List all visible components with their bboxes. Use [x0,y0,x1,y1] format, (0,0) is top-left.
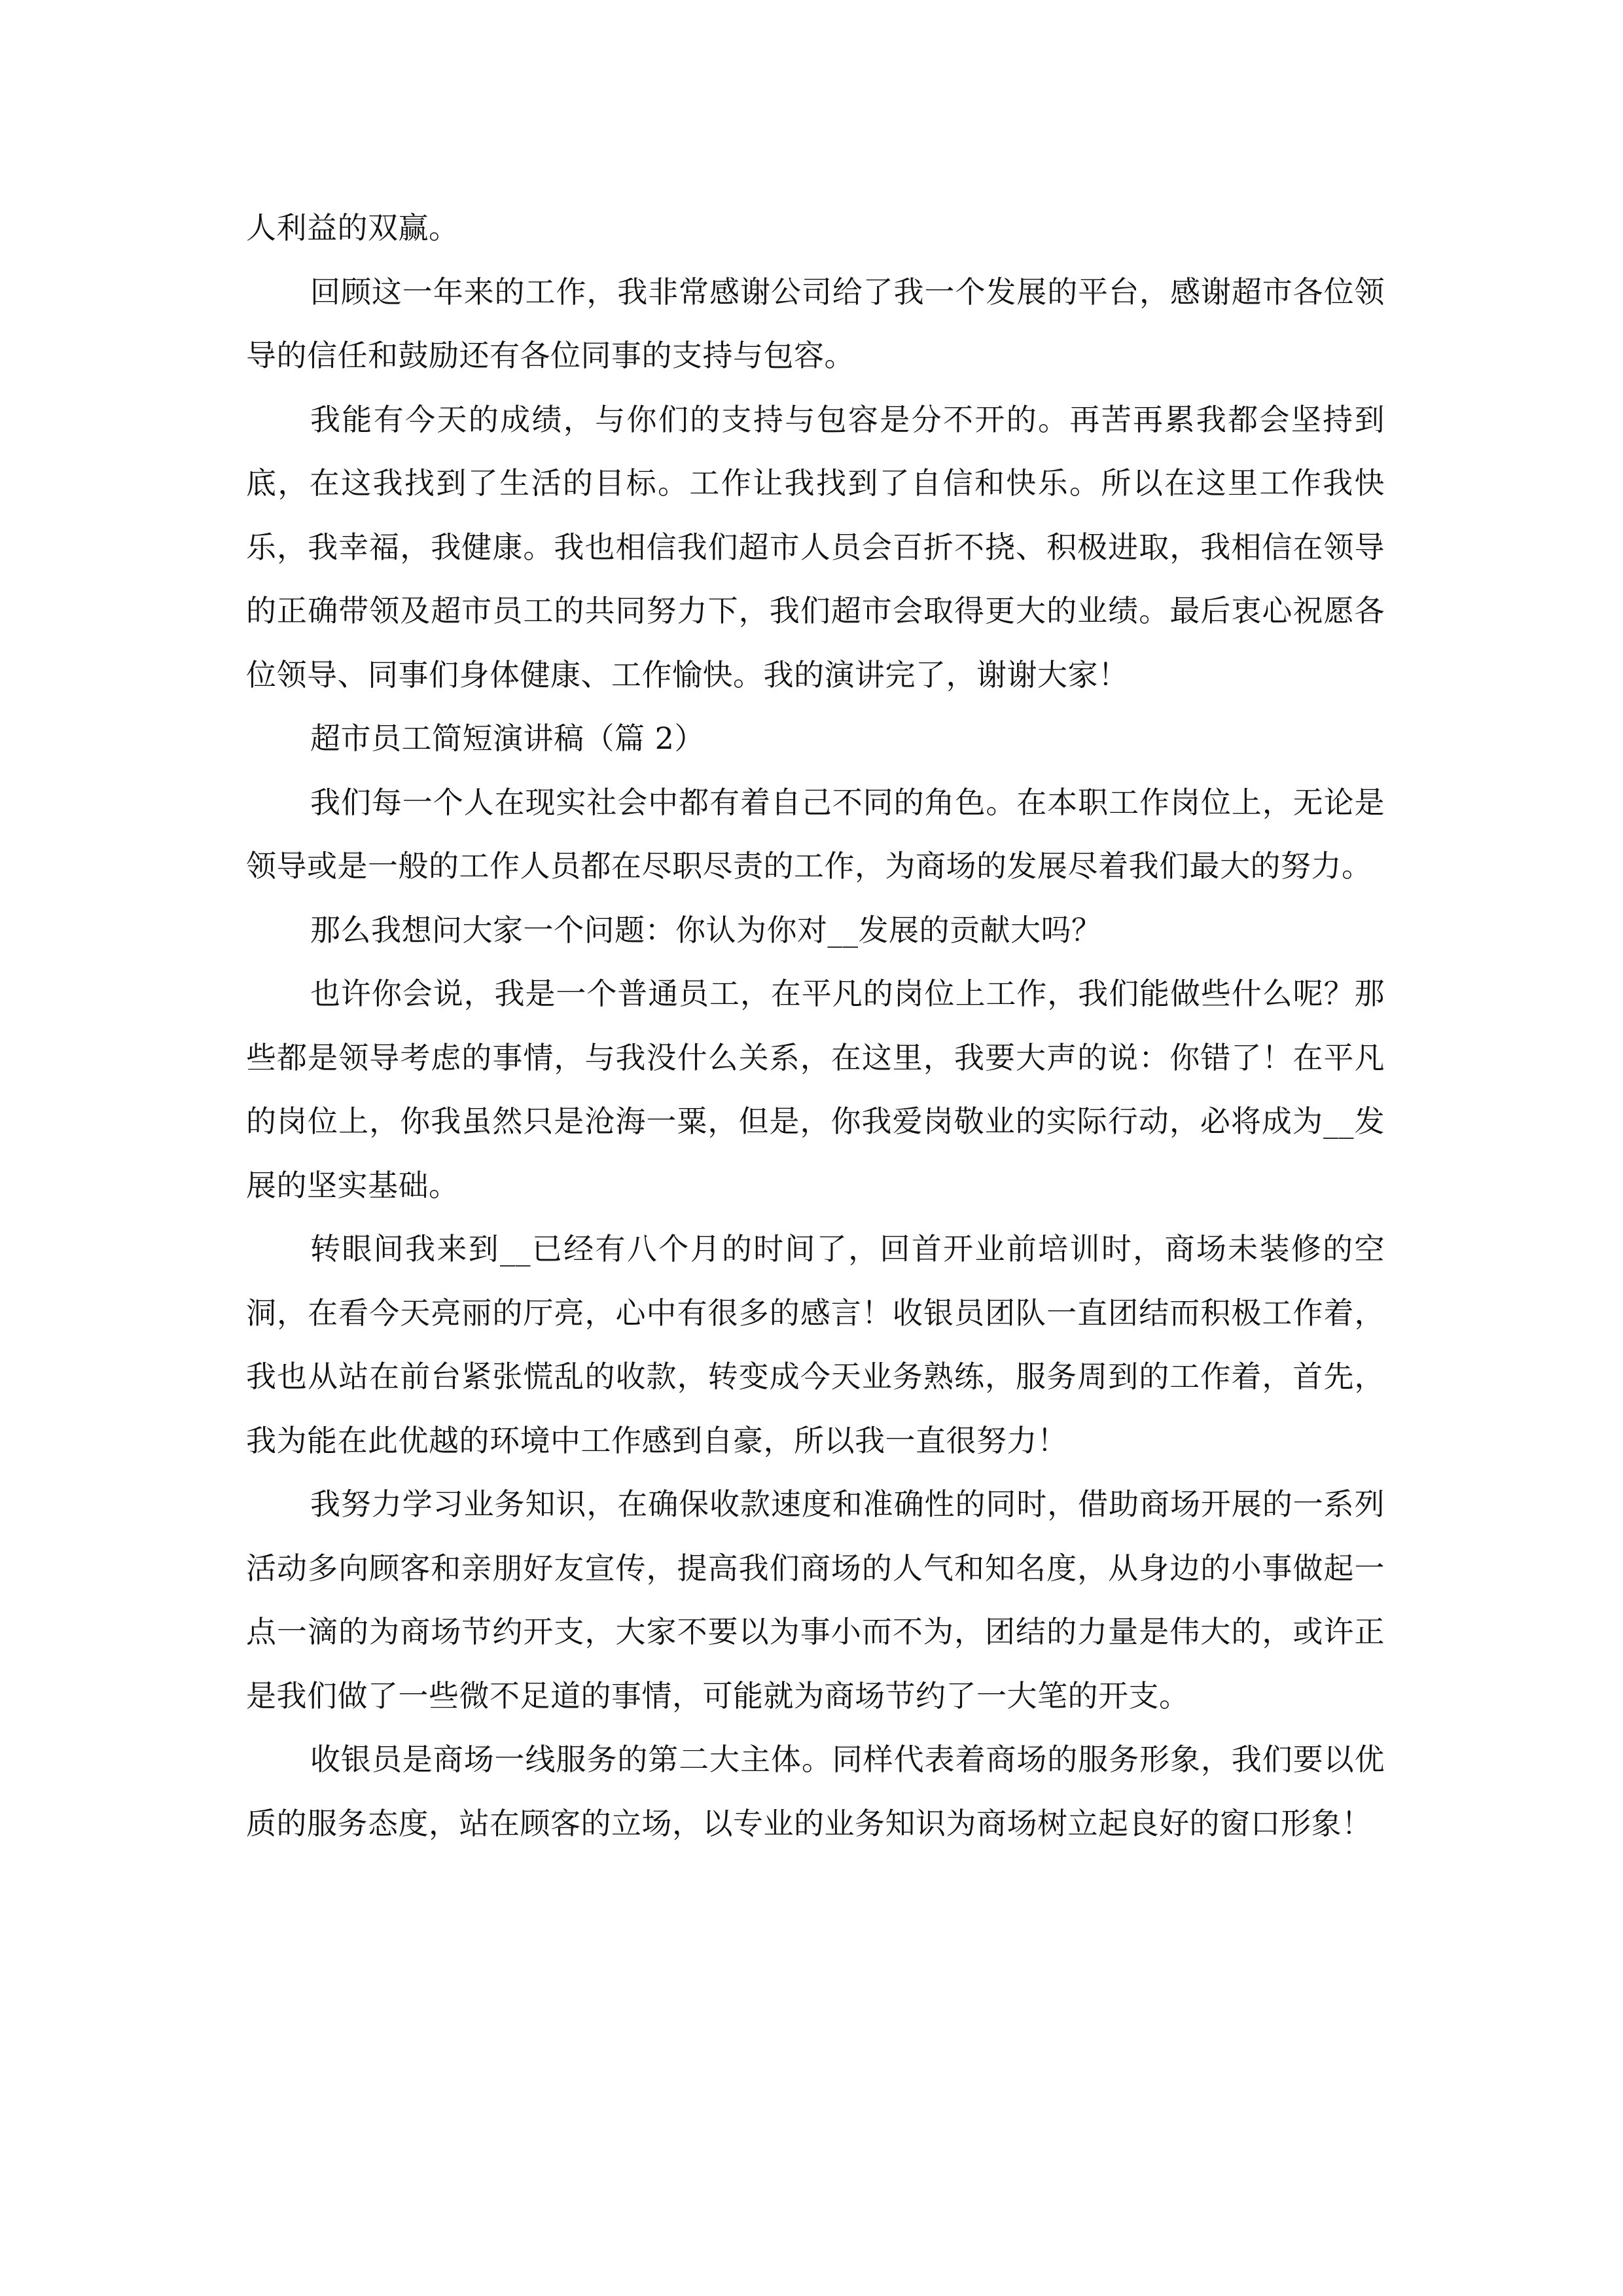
paragraph: 人利益的双赢。 [246,210,459,245]
paragraph: 收银员是商场一线服务的第二大主体。同样代表着商场的服务形象，我们要以优质的服务态度，站在顾客的立场，以专业的业务知识为商场树立起良好的窗口形象！ [246,1742,1385,1841]
paragraph: 也许你会说，我是一个普通员工，在平凡的岗位上工作，我们能做些什么呢？那些都是领导考虑的事情，与我没什么关系，在这里，我要大声的说：你错了！在平凡的岗位上，你我虽然只是沧海一粟，但是，你我爱岗敬业的实际行动，必将成为__发展的坚实基础。 [246,976,1385,1203]
document-body [246,196,1385,1856]
section-heading: 超市员工简短演讲稿（篇 2） [310,721,705,756]
paragraph: 我努力学习业务知识，在确保收款速度和准确性的同时，借助商场开展的一系列活动多向顾客和亲朋好友宣传，提高我们商场的人气和知名度，从身边的小事做起一点一滴的为商场节约开支，大家不要以为事小而不为，团结的力量是伟大的，或许正是我们做了一些微不足道的事情，可能就为商场节约了一大笔的开支。 [246,1486,1385,1713]
paragraph: 那么我想问大家一个问题：你认为你对__发展的贡献大吗？ [310,912,1102,948]
paragraph: 我能有今天的成绩，与你们的支持与包容是分不开的。再苦再累我都会坚持到底，在这我找到了生活的目标。工作让我找到了自信和快乐。所以在这里工作我快乐，我幸福，我健康。我也相信我们超市人员会百折不挠、积极进取，我相信在领导的正确带领及超市员工的共同努力下，我们超市会取得更大的业绩。最后衷心祝愿各位领导、同事们身体健康、工作愉快。我的演讲完了，谢谢大家！ [246,401,1385,692]
paragraph: 我们每一个人在现实社会中都有着自己不同的角色。在本职工作岗位上，无论是领导或是一般的工作人员都在尽职尽责的工作，为商场的发展尽着我们最大的努力。 [246,784,1385,884]
paragraph: 回顾这一年来的工作，我非常感谢公司给了我一个发展的平台，感谢超市各位领导的信任和鼓励还有各位同事的支持与包容。 [246,274,1385,373]
paragraph: 转眼间我来到__已经有八个月的时间了，回首开业前培训时，商场未装修的空洞，在看今天亮丽的厅亮，心中有很多的感言！收银员团队一直团结而积极工作着，我也从站在前台紧张慌乱的收款，转变成今天业务熟练，服务周到的工作着，首先，我为能在此优越的环境中工作感到自豪，所以我一直很努力！ [246,1231,1385,1458]
